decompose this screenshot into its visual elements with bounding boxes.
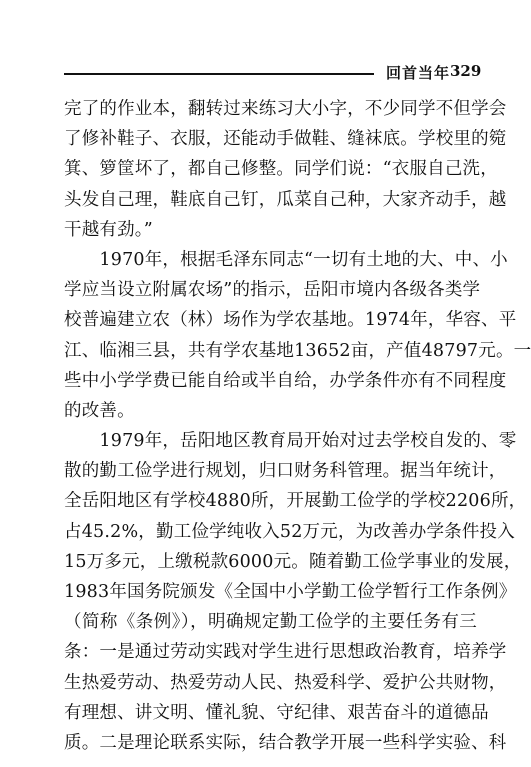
text-line: 有理想、讲文明、懂礼貌、守纪律、艰苦奋斗的道德品 [64, 702, 489, 723]
text-line: 箕、箩筐坏了，都自己修整。同学们说：“衣服自己洗， [64, 159, 498, 180]
text-line: 散的勤工俭学进行规划，归口财务科管理。据当年统计， [64, 461, 507, 482]
text-line: 1970年，根据毛泽东同志“一切有土地的大、中、小 [64, 249, 508, 270]
text-line: （简称《条例》），明确规定勤工俭学的主要任务有三 [64, 612, 477, 633]
text-line: 些中小学学费已能自给或半自给，办学条件亦有不同程度 [64, 370, 507, 391]
text-line: 生热爱劳动、热爱劳动人民、热爱科学、爱护公共财物， [64, 672, 507, 693]
chapter-title: 回首当年 [386, 64, 451, 82]
body-text [64, 94, 531, 758]
text-line: 干越有劲。” [64, 219, 153, 240]
text-line: 1979年，岳阳地区教育局开始对过去学校自发的、零 [64, 431, 517, 452]
text-line: 了修补鞋子、衣服，还能动手做鞋、缝袜底。学校里的箢 [64, 129, 507, 150]
text-line: 校普遍建立农（林）场作为学农基地。1974年，华容、平 [64, 310, 517, 331]
header-rule [64, 73, 374, 75]
text-line: 15万多元，上缴税款6000元。随着勤工俭学事业的发展， [64, 551, 522, 572]
text-line: 的改善。 [64, 400, 135, 421]
text-line: 占45.2%，勤工俭学纯收入52万元，为改善办学条件投入 [64, 521, 515, 542]
text-line: 完了的作业本，翻转过来练习大小字，不少同学不但学会 [64, 99, 507, 119]
text-line: 江、临湘三县，共有学农基地13652亩，产值48797元。一 [64, 340, 531, 361]
text-line: 头发自己理，鞋底自己钉，瓜菜自己种，大家齐动手，越 [64, 189, 507, 210]
running-header [64, 60, 482, 88]
page-number: 329 [450, 62, 482, 80]
text-line: 1983年国务院颁发《全国中小学勤工俭学暂行工作条例》 [64, 582, 517, 602]
text-line: 全岳阳地区有学校4880所，开展勤工俭学的学校2206所， [64, 491, 527, 512]
text-line: 学应当设立附属农场”的指示，岳阳市境内各级各类学 [64, 280, 481, 301]
text-line: 质。二是理论联系实际，结合教学开展一些科学实验、科 [64, 732, 507, 753]
text-line: 条：一是通过劳动实践对学生进行思想政治教育，培养学 [64, 642, 507, 663]
